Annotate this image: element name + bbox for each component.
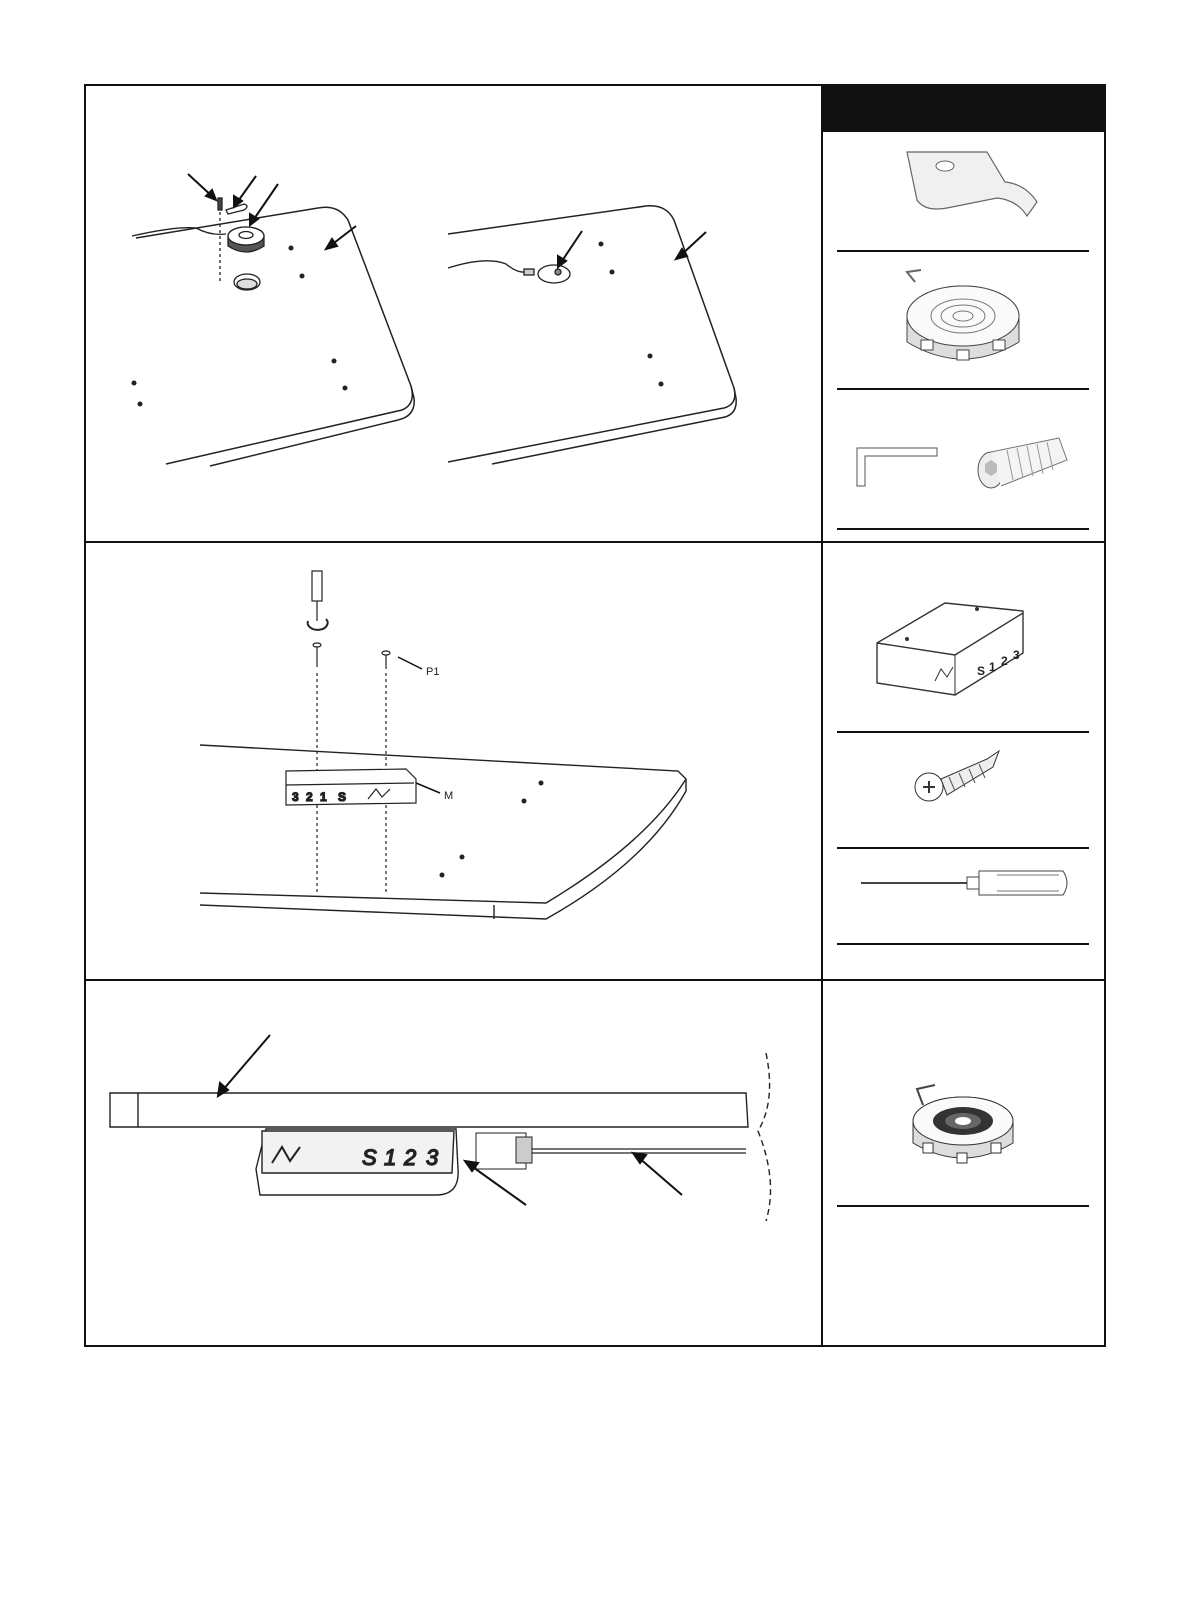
part-mounting-bracket <box>837 132 1089 252</box>
step2-key-two: 2 <box>306 790 313 804</box>
plug-connector <box>516 1137 532 1163</box>
step-1-panel <box>86 86 1104 543</box>
part-key-three: 3 <box>1013 648 1020 662</box>
step-2-panel <box>86 543 1104 981</box>
callout-p1: P1 <box>426 666 440 678</box>
hand-controller-icon-2 <box>837 981 1089 1207</box>
wood-screw-icon <box>837 733 1089 849</box>
callout-m: M <box>444 790 454 802</box>
step3-key-three: 3 <box>426 1145 439 1170</box>
step-3-panel <box>86 981 1104 1345</box>
step3-key-two: 2 <box>404 1145 417 1170</box>
control-box-on-table <box>286 769 416 805</box>
screwdriver-icon <box>837 849 1089 945</box>
parts-header <box>823 86 1104 132</box>
mounting-bracket-icon <box>837 132 1089 252</box>
step-2-illustration <box>86 543 823 979</box>
part-hand-controller-puck <box>837 252 1089 390</box>
m-arrow <box>416 783 440 793</box>
step-2-parts-column <box>823 543 1104 979</box>
control-box-icon <box>837 543 1089 733</box>
part-control-box <box>837 543 1089 733</box>
step2-key-three: 3 <box>292 790 299 804</box>
part-hand-controller-puck-2 <box>837 981 1089 1207</box>
instruction-sheet <box>84 84 1106 1347</box>
hand-controller-puck-right <box>448 261 570 283</box>
part-key-two: 2 <box>1001 654 1008 668</box>
step3-key-s: S <box>362 1145 377 1170</box>
step2-key-s: S <box>338 790 347 804</box>
part-allen-key-and-bolt <box>837 390 1089 530</box>
part-wood-screw <box>837 733 1089 849</box>
part-key-s: S <box>977 664 986 678</box>
controller-cable <box>516 1149 746 1153</box>
step3-key-one: 1 <box>384 1145 397 1170</box>
step-1-parts-column <box>823 86 1104 541</box>
step-2-drawing <box>86 543 823 981</box>
tabletop-step-2 <box>200 745 686 919</box>
p1-arrow <box>398 657 422 669</box>
step-3-parts-column <box>823 981 1104 1345</box>
part-screwdriver <box>837 849 1089 945</box>
step-1-arrows <box>188 174 356 249</box>
step-1-illustration <box>86 86 823 541</box>
step-1-drawing <box>86 86 823 543</box>
step2-key-one: 1 <box>320 790 327 804</box>
screws-p1 <box>313 643 390 893</box>
step-3-drawing <box>86 981 823 1345</box>
part-key-one: 1 <box>989 660 996 674</box>
allen-key-and-bolt-icon <box>837 390 1089 530</box>
tabletop-left <box>132 207 414 466</box>
control-box-side-view <box>256 1129 458 1195</box>
hand-controller-puck-left <box>132 198 264 290</box>
screwdriver-illustration <box>308 571 328 630</box>
step-3-illustration <box>86 981 823 1345</box>
hand-controller-icon <box>837 252 1089 390</box>
